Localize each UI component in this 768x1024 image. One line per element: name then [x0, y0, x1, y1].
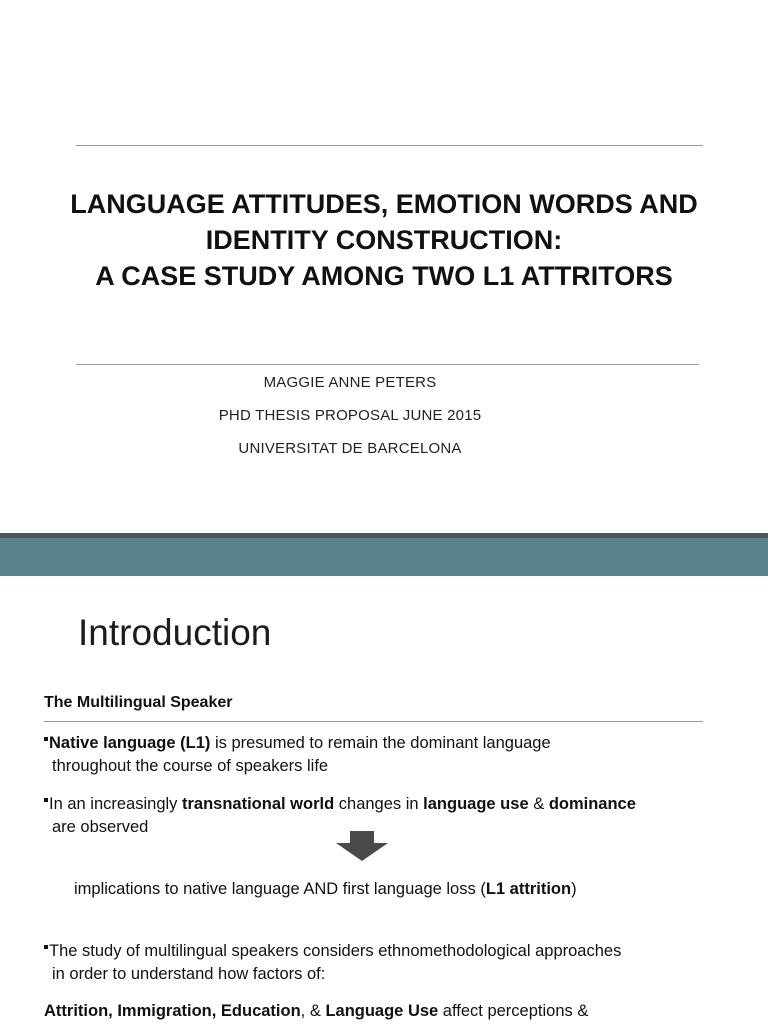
title-line-1: LANGUAGE ATTITUDES, EMOTION WORDS AND [70, 189, 698, 219]
bullet-square-icon [44, 737, 48, 741]
title-line-2: IDENTITY CONSTRUCTION: [205, 225, 563, 255]
slide-heading: Introduction [78, 612, 272, 653]
bullet-square-icon [44, 945, 48, 949]
bullet-text: The study of multilingual speakers considers ethnomethodological approaches [49, 942, 622, 960]
slide-separator [0, 533, 768, 576]
implication-part: ) [571, 880, 577, 898]
bullet-text: In an increasingly [49, 795, 182, 813]
bold-text: L1 attrition [485, 880, 572, 898]
implication-part: implications to native language AND first language loss ( [74, 880, 486, 898]
bullet-text: is presumed to remain the dominant language [210, 734, 551, 752]
bullet-multilingual-study [44, 940, 744, 986]
section-label: The Multilingual Speaker [44, 694, 233, 711]
bold-text: dominance [548, 795, 636, 813]
bold-text: Attrition, Immigration, Education [44, 1002, 301, 1020]
bottom-divider-line [76, 364, 699, 365]
bullet-native-language [44, 732, 744, 778]
bullet-square-icon [44, 798, 48, 802]
down-arrow-icon [336, 831, 388, 861]
bullet-continuation: are observed [52, 818, 149, 836]
university-name: UNIVERSITAT DE BARCELONA [238, 440, 462, 457]
bullet-text: & [528, 795, 549, 813]
author-name: MAGGIE ANNE PETERS [263, 374, 437, 391]
bold-text: language use [423, 795, 529, 813]
factors-text [44, 1000, 744, 1023]
bold-text: Native language (L1) [49, 734, 211, 752]
implication-text [74, 878, 768, 901]
bold-text: transnational world [182, 795, 335, 813]
proposal-info: PHD THESIS PROPOSAL JUNE 2015 [218, 407, 482, 424]
bold-text: Language Use [325, 1002, 439, 1020]
bullet-continuation: throughout the course of speakers life [52, 757, 329, 775]
section-underline [44, 721, 703, 722]
bullet-text: changes in [334, 795, 424, 813]
presentation-title [20, 186, 748, 294]
bullet-transnational-world [44, 793, 744, 839]
top-divider-line [76, 145, 703, 146]
factors-part: , & [300, 1002, 326, 1020]
bullet-continuation: in order to understand how factors of: [52, 965, 326, 983]
title-line-3: A CASE STUDY AMONG TWO L1 ATTRITORS [95, 261, 673, 291]
factors-part: affect perceptions & [438, 1002, 589, 1020]
introduction-slide [0, 576, 768, 1024]
